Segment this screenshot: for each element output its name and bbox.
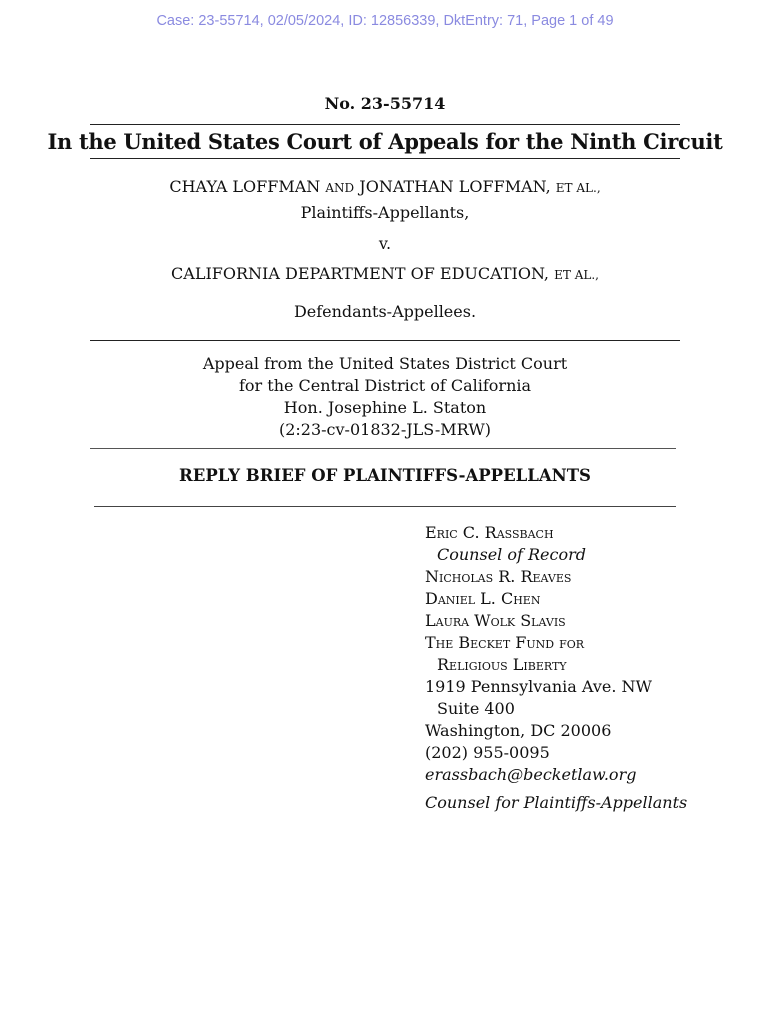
appellant-1: CHAYA LOFFMAN — [169, 177, 321, 196]
appellants-line — [0, 177, 770, 196]
case-number: No. 23-55714 — [324, 94, 446, 113]
et-al: ET AL., — [554, 268, 599, 282]
city-line: Washington, DC 20006 — [425, 721, 612, 740]
et-al: ET AL., — [555, 181, 601, 195]
brief-title: REPLY BRIEF OF PLAINTIFFS-APPELLANTS — [179, 466, 591, 485]
divider — [90, 340, 680, 341]
appellant-2: JONATHAN LOFFMAN, — [359, 177, 551, 196]
divider — [94, 506, 676, 507]
appeal-line: Appeal from the United States District Court — [202, 354, 568, 373]
appeal-line: (2:23-cv-01832-JLS-MRW) — [278, 420, 492, 439]
email: erassbach@becketlaw.org — [425, 765, 637, 784]
appeal-line: for the Central District of California — [238, 376, 532, 395]
divider — [90, 124, 680, 125]
court-name: In the United States Court of Appeals for the Ninth Circuit — [47, 129, 723, 154]
versus: v. — [378, 234, 392, 253]
address-line: 1919 Pennsylvania Ave. NW — [425, 677, 652, 696]
counsel-block — [425, 522, 687, 814]
counsel-title: Counsel of Record — [437, 545, 587, 564]
counsel-role: Counsel for Plaintiffs-Appellants — [425, 793, 688, 812]
appeal-line: Hon. Josephine L. Staton — [283, 398, 487, 417]
appellees-role: Defendants-Appellees. — [293, 302, 477, 321]
appellees-line — [0, 264, 770, 283]
divider — [90, 448, 676, 449]
counsel-name: Nicholas R. Reaves — [425, 567, 572, 586]
appellee: CALIFORNIA DEPARTMENT OF EDUCATION, — [171, 264, 550, 283]
appellants-role: Plaintiffs-Appellants, — [300, 203, 470, 222]
counsel-name: Laura Wolk Slavis — [425, 611, 566, 630]
firm-name: The Becket Fund for — [425, 633, 585, 652]
address-line: Suite 400 — [437, 699, 515, 718]
firm-name: Religious Liberty — [437, 655, 567, 674]
counsel-name: Daniel L. Chen — [425, 589, 541, 608]
and-word: AND — [325, 181, 355, 195]
counsel-name: Eric C. Rassbach — [425, 523, 554, 542]
appeal-info — [0, 353, 770, 441]
docket-header: Case: 23-55714, 02/05/2024, ID: 12856339, DktEntry: 71, Page 1 of 49 — [156, 13, 614, 29]
divider — [90, 158, 680, 159]
phone: (202) 955-0095 — [425, 743, 550, 762]
